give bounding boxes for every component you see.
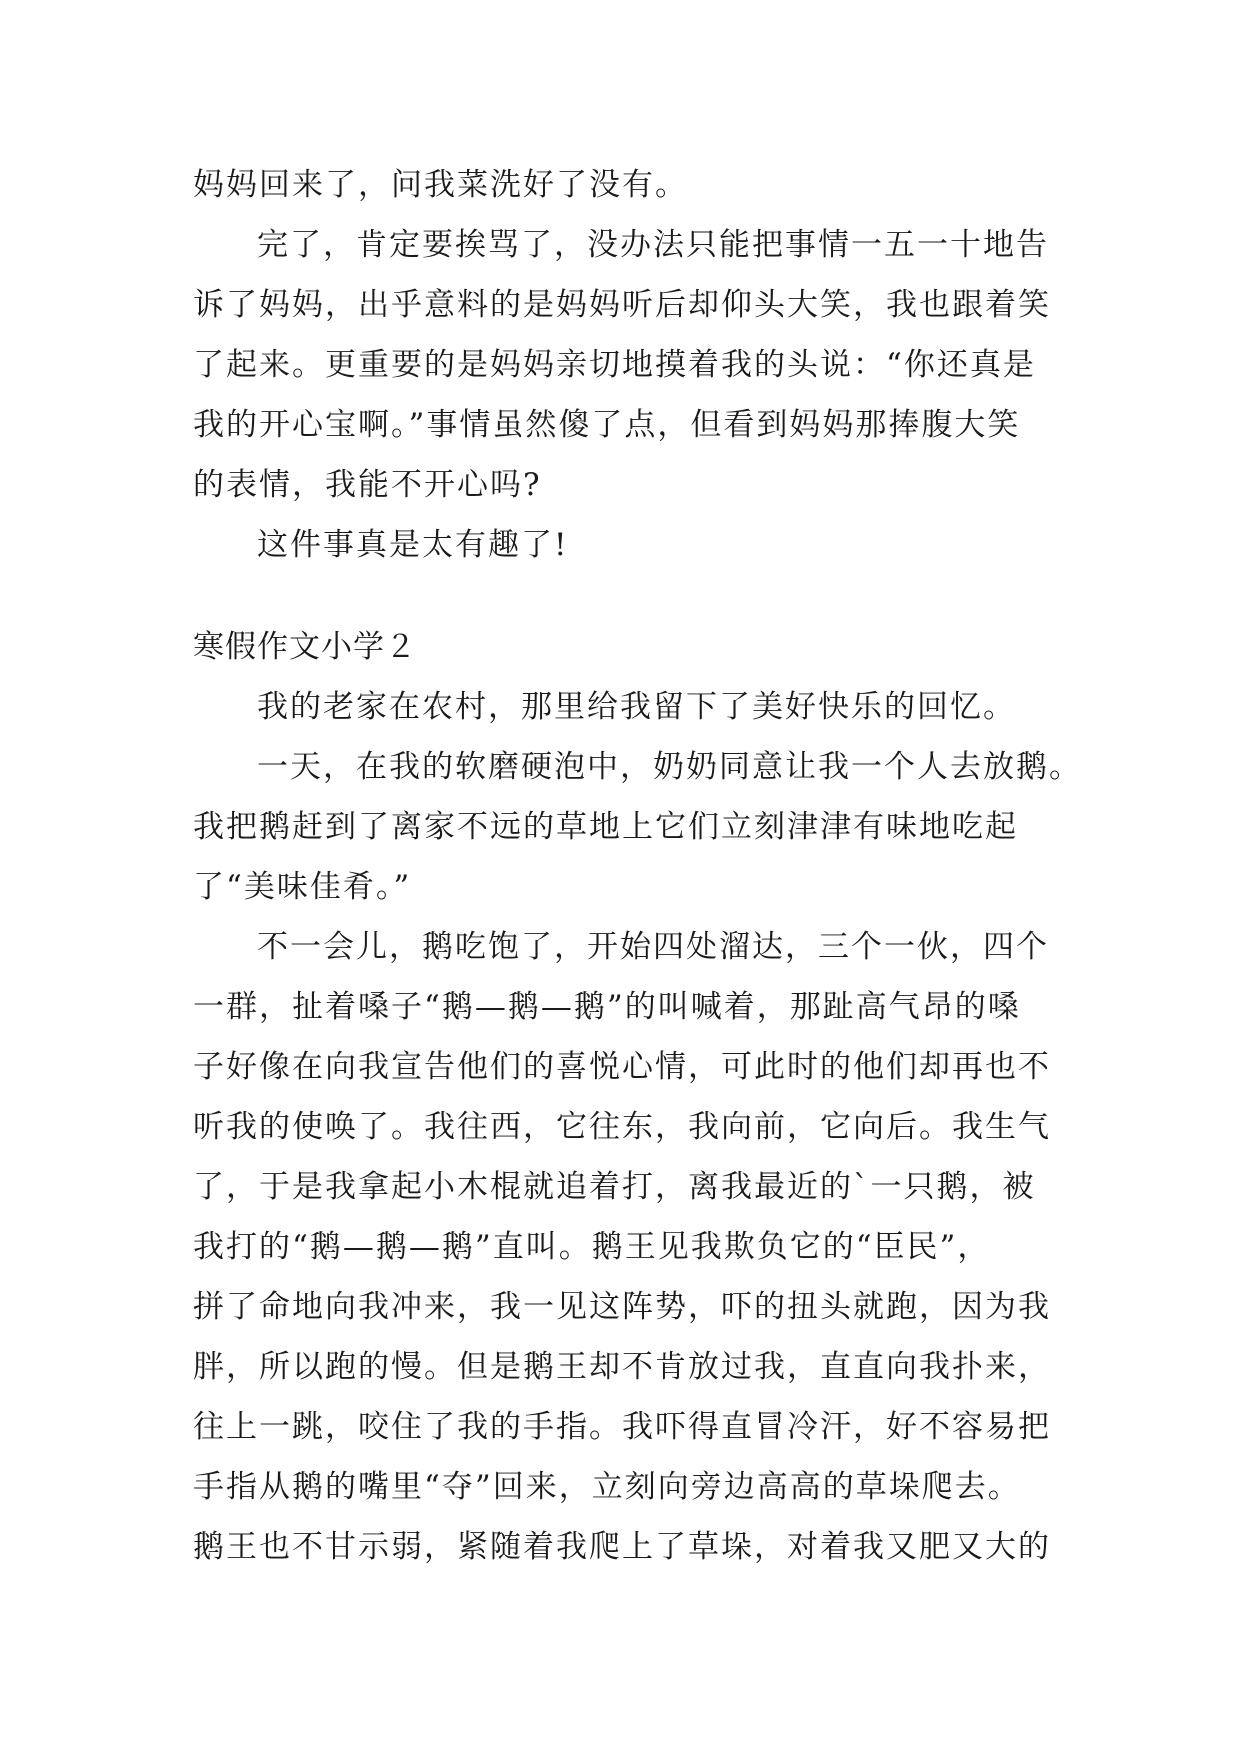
paragraph-start-line: 一天，在我的软磨硬泡中，奶奶同意让我一个人去放鹅。 (257, 749, 1082, 785)
text-line: 的表情，我能不开心吗? (193, 467, 542, 503)
paragraph-start-line: 完了，肯定要挨骂了，没办法只能把事情一五一十地告 (257, 227, 1049, 263)
text-line: 拼了命地向我冲来，我一见这阵势，吓的扭头就跑，因为我 (193, 1289, 1051, 1325)
text-line: 了，于是我拿起小木棍就追着打，离我最近的`一只鹅，被 (193, 1169, 1036, 1205)
text-line: 胖，所以跑的慢。但是鹅王却不肯放过我，直直向我扑来， (193, 1349, 1051, 1385)
text-line: 往上一跳，咬住了我的手指。我吓得直冒冷汗，好不容易把 (193, 1409, 1051, 1445)
text-line: 鹅王也不甘示弱，紧随着我爬上了草垛，对着我又肥又大的 (193, 1529, 1051, 1565)
paragraph-start-line: 不一会儿，鹅吃饱了，开始四处溜达，三个一伙，四个 (257, 929, 1049, 965)
text-line: 我的开心宝啊。”事情虽然傻了点，但看到妈妈那捧腹大笑 (193, 407, 1021, 443)
section-heading: 寒假作文小学２ (193, 629, 417, 665)
text-line: 诉了妈妈，出乎意料的是妈妈听后却仰头大笑，我也跟着笑 (193, 287, 1051, 323)
text-line: 了“美味佳肴。” (193, 869, 412, 905)
paragraph-start-line: 我的老家在农村，那里给我留下了美好快乐的回忆。 (257, 689, 1016, 725)
text-line: 子好像在向我宣告他们的喜悦心情，可此时的他们却再也不 (193, 1049, 1051, 1085)
text-line: 我把鹅赶到了离家不远的草地上它们立刻津津有味地吃起 (193, 809, 1018, 845)
text-line: 听我的使唤了。我往西，它往东，我向前，它向后。我生气 (193, 1109, 1051, 1145)
text-line: 一群，扯着嗓子“鹅—鹅—鹅”的叫喊着，那趾高气昂的嗓 (193, 989, 1021, 1025)
text-line: 妈妈回来了，问我菜洗好了没有。 (193, 167, 688, 203)
paragraph-start-line: 这件事真是太有趣了! (257, 527, 569, 563)
text-line: 了起来。更重要的是妈妈亲切地摸着我的头说：“你还真是 (193, 347, 1036, 383)
text-line: 我打的“鹅—鹅—鹅”直叫。鹅王见我欺负它的“臣民”， (193, 1229, 991, 1265)
text-line: 手指从鹅的嘴里“夺”回来，立刻向旁边高高的草垛爬去。 (193, 1469, 1021, 1505)
